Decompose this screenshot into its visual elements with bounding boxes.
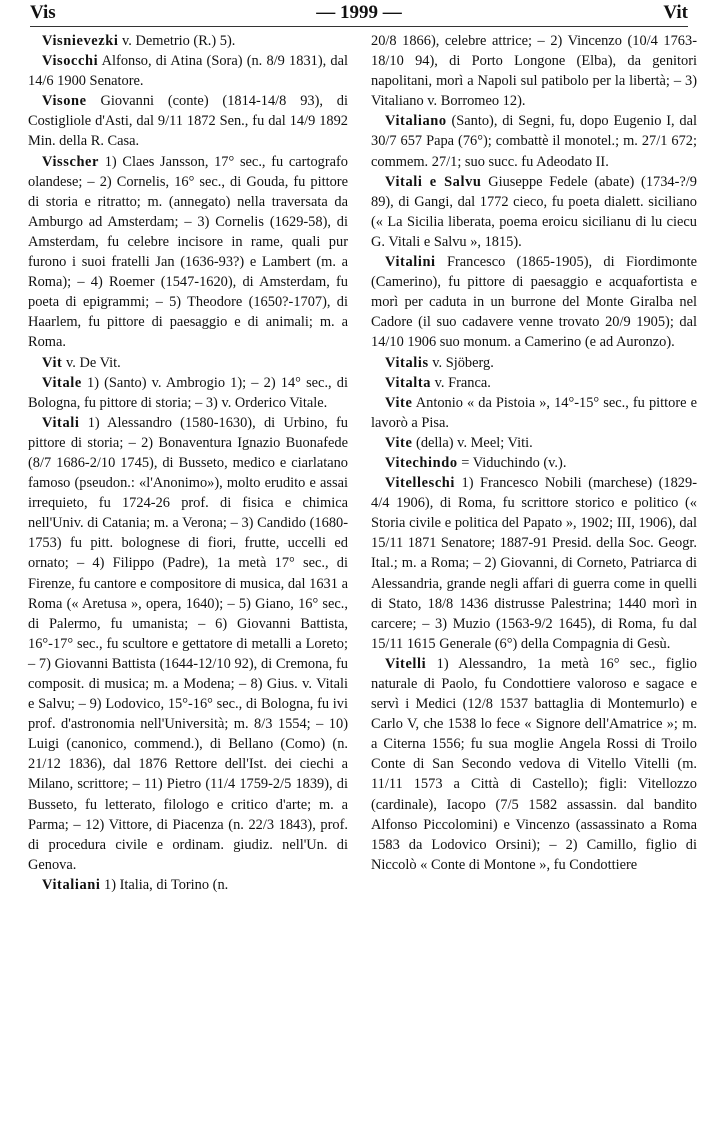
entry-headword: Vite bbox=[385, 434, 413, 451]
entry-headword: Vitelleschi bbox=[385, 475, 456, 492]
dictionary-entry bbox=[371, 393, 697, 433]
right-column bbox=[371, 31, 697, 875]
entry-headword: Visnievezki bbox=[42, 33, 119, 49]
entry-text: v. Demetrio (R.) 5). bbox=[118, 33, 236, 49]
entry-headword: Vitechindo bbox=[385, 454, 458, 471]
entry-text: 1) Alessandro (1580-1630), di Urbino, fu pittore di storia; – 2) Bonaventura Ignazio Buonafede (8/7 1686-2/10 1745), di Busseto, medico e ciarlatano famoso (pseudon.: «l'Anonimo»), molto erudito e assai irrequieto, fu 1724-26 prof. di fisica e chimica nell'Univ. di Catania; m. a Verona; – 3) Candido (1680-1753) fu pitt. bolognese di fiori, frutte, uccelli ed ornato; – 4) Filippo (Padre), 1a metà 17° sec., di Firenze, fu cantore e compositore di musica, dal 1631 a Roma (« Aretusa », opera, 1640); – 5) Giano, 16° sec., di Palermo, fu umanista; – 6) Giovanni Battista, 16°-17° sec., fu scultore e gettatore di metalli a Loreto; – 7) Giovanni Battista (1644-12/10 92), di Cremona, fu composit. di musica; m. a Modena; – 8) Gius. v. Vitali e Salvu; – 9) Lodovico, 15°-16° sec., di Bologna, fu ivi prof. d'astronomia nell'Università; m. 8/3 1554; – 10) Luigi (canonico, commend.), di Bellano (Como) (n. 21/12 1836), dal 1876 Rettore dell'Ist. dei ciechi a Milano, scrittore; – 11) Pietro (11/4 1759-2/5 1839), di Busseto, fu letterato, filologo e critico d'arte; m. a Parma; – 12) Vittore, di Piacenza (n. 22/3 1843), prof. di procedura civile e ordinam. giudiz. nell'Un. di Genova. bbox=[28, 414, 348, 873]
dictionary-entry bbox=[28, 875, 348, 895]
entry-text: v. Sjöberg. bbox=[428, 354, 494, 371]
dictionary-entry bbox=[371, 172, 697, 252]
dictionary-entry bbox=[371, 654, 697, 875]
dictionary-entry bbox=[371, 31, 697, 111]
entry-text: = Viduchindo (v.). bbox=[457, 454, 567, 471]
entry-text: 1) Italia, di Torino (n. bbox=[100, 876, 229, 893]
dictionary-entry bbox=[371, 353, 697, 373]
header-right-guide-word: Vit bbox=[663, 2, 688, 23]
dictionary-entry bbox=[28, 31, 348, 51]
dictionary-entry bbox=[371, 111, 697, 171]
entry-headword: Vitalis bbox=[385, 354, 429, 371]
entry-text: 1) Claes Jansson, 17° sec., fu cartografo olandese; – 2) Cornelis, 16° sec., di Gouda, fu pittore di storia e ritratto; m. (annegato) nella traversata da Amburgo ad Amsterdam; – 3) Cornelis (1629-58), di Amsterdam, fu celebre incisore in rame, quali pur furono i suoi fratelli Jan (1636-93?) e Lambert (m. a Roma); – 4) Roemer (1547-1620), di Amsterdam, fu poeta di epigrammi; – 5) Theodore (1650?-1707), di Haarlem, fu pittore di paesaggio e di animali; m. a Roma. bbox=[28, 153, 348, 351]
entry-headword: Visscher bbox=[42, 153, 100, 170]
entry-headword: Vitale bbox=[42, 374, 82, 391]
dictionary-entry bbox=[28, 91, 348, 151]
entry-text: Antonio « da Pistoia », 14°-15° sec., fu pittore e lavorò a Pisa. bbox=[371, 394, 697, 431]
page-number: — 1999 — bbox=[316, 2, 402, 23]
entry-text: (della) v. Meel; Viti. bbox=[412, 434, 533, 451]
entry-headword: Visone bbox=[42, 93, 87, 110]
entry-headword: Vitali bbox=[42, 414, 80, 431]
header-rule bbox=[30, 26, 688, 27]
dictionary-entry bbox=[371, 252, 697, 352]
dictionary-entry bbox=[28, 373, 348, 413]
entry-headword: Vitali e Salvu bbox=[385, 173, 482, 190]
dictionary-entry bbox=[371, 433, 697, 453]
left-column bbox=[28, 31, 348, 895]
entry-text: Giuseppe Fedele (abate) (1734-?/9 89), di Gangi, dal 1772 cieco, fu poeta dialett. siciliano (« La Sicilia liberata, poema eroicu sicilianu di lu ciecu G. Vitali e Salvu », 1815). bbox=[371, 173, 697, 250]
dictionary-entry bbox=[371, 373, 697, 393]
page-header bbox=[0, 0, 718, 26]
entry-text: Alfonso, di Atina (Sora) (n. 8/9 1831), dal 14/6 1900 Senatore. bbox=[28, 53, 348, 90]
dictionary-entry bbox=[371, 473, 697, 654]
entry-text: v. Franca. bbox=[431, 374, 491, 391]
entry-headword: Vit bbox=[42, 354, 63, 371]
entry-headword: Visocchi bbox=[42, 53, 99, 70]
entry-text: Giovanni (conte) (1814-14/8 93), di Costigliole d'Asti, dal 9/11 1872 Sen., fu dal 14/9 1892 Min. della R. Casa. bbox=[28, 93, 348, 150]
entry-text: 1) Alessandro, 1a metà 16° sec., figlio naturale di Paolo, fu Condottiere valoroso e sagace e servì i Medici (12/8 1537 battaglia di Montemurlo) e Carlo V, che 1538 lo fece « Signore dell'Amatrice »; m. a Citerna 1556; fu sua moglie Angela Rossi di Troilo Conte di San Secondo vedova di Vitello Vitelli (m. 11/11 1573 a Città di Castello); figli: Vitellozzo (cardinale), Iacopo (7/5 1582 assassin. dal bandito Alfonso Piccolomini) e Vincenzo (assassinato a Roma 1583 da Lodovico Orsini); – 2) Camillo, figlio di Niccolò « Conte di Montone », fu Condottiere bbox=[371, 655, 697, 873]
dictionary-entry bbox=[28, 413, 348, 875]
dictionary-entry bbox=[28, 51, 348, 91]
entry-headword: Vitelli bbox=[385, 655, 427, 672]
entry-headword: Vitalta bbox=[385, 374, 432, 391]
entry-headword: Vitaliano bbox=[385, 113, 447, 130]
entry-headword: Vitaliani bbox=[42, 876, 101, 893]
entry-text: v. De Vit. bbox=[62, 354, 121, 371]
entry-text: 20/8 1866), celebre attrice; – 2) Vincenzo (10/4 1763-18/10 94), di Porto Longone (Elba), da genitori napolitani, morì a Napoli sul patibolo per la libertà; – 3) Vitaliano v. Borromeo 12). bbox=[371, 33, 697, 110]
entry-text: (Santo), di Segni, fu, dopo Eugenio I, dal 30/7 657 Papa (76°); combattè il monotel.; m. 27/1 672; commem. 27/1; suo succ. fu Adeodato II. bbox=[371, 113, 697, 170]
entry-text: 1) Francesco Nobili (marchese) (1829-4/4 1906), di Roma, fu scrittore storico e politico (« Storia civile e politica del Papato », 1902; III, 1906), dal 15/11 1871 Senatore; 1887-91 Presid. della Soc. Geogr. Ital.; m. a Roma; – 2) Giovanni, di Corneto, Patriarca di Alessandria, grande negli affari di guerra come in quelli di Stato, 18/8 1436 distrusse Palestrina; 1440 morì in carcere; – 3) Muzio (1563-9/2 1645), di Roma, fu dal 15/11 1615 Generale (6°) della Compagnia di Gesù. bbox=[371, 475, 697, 652]
dictionary-entry bbox=[28, 353, 348, 373]
entry-text: 1) (Santo) v. Ambrogio 1); – 2) 14° sec., di Bologna, fu pittore di storia; – 3) v. Orderico Vitale. bbox=[28, 374, 348, 411]
entry-headword: Vitalini bbox=[385, 254, 436, 271]
header-left-guide-word: Vis bbox=[30, 2, 56, 23]
entry-text: Francesco (1865-1905), di Fiordimonte (Camerino), fu pittore di paesaggio e acquafortista e morì per caduta in un burrone del Monte Giralba nel Cadore (il suo cadavere venne trovato 20/9 1905); dal 14/10 1906 suo monum. a Camerino (e ad Auronzo). bbox=[371, 254, 697, 351]
dictionary-entry bbox=[371, 453, 697, 473]
entry-headword: Vite bbox=[385, 394, 413, 411]
dictionary-entry bbox=[28, 152, 348, 353]
